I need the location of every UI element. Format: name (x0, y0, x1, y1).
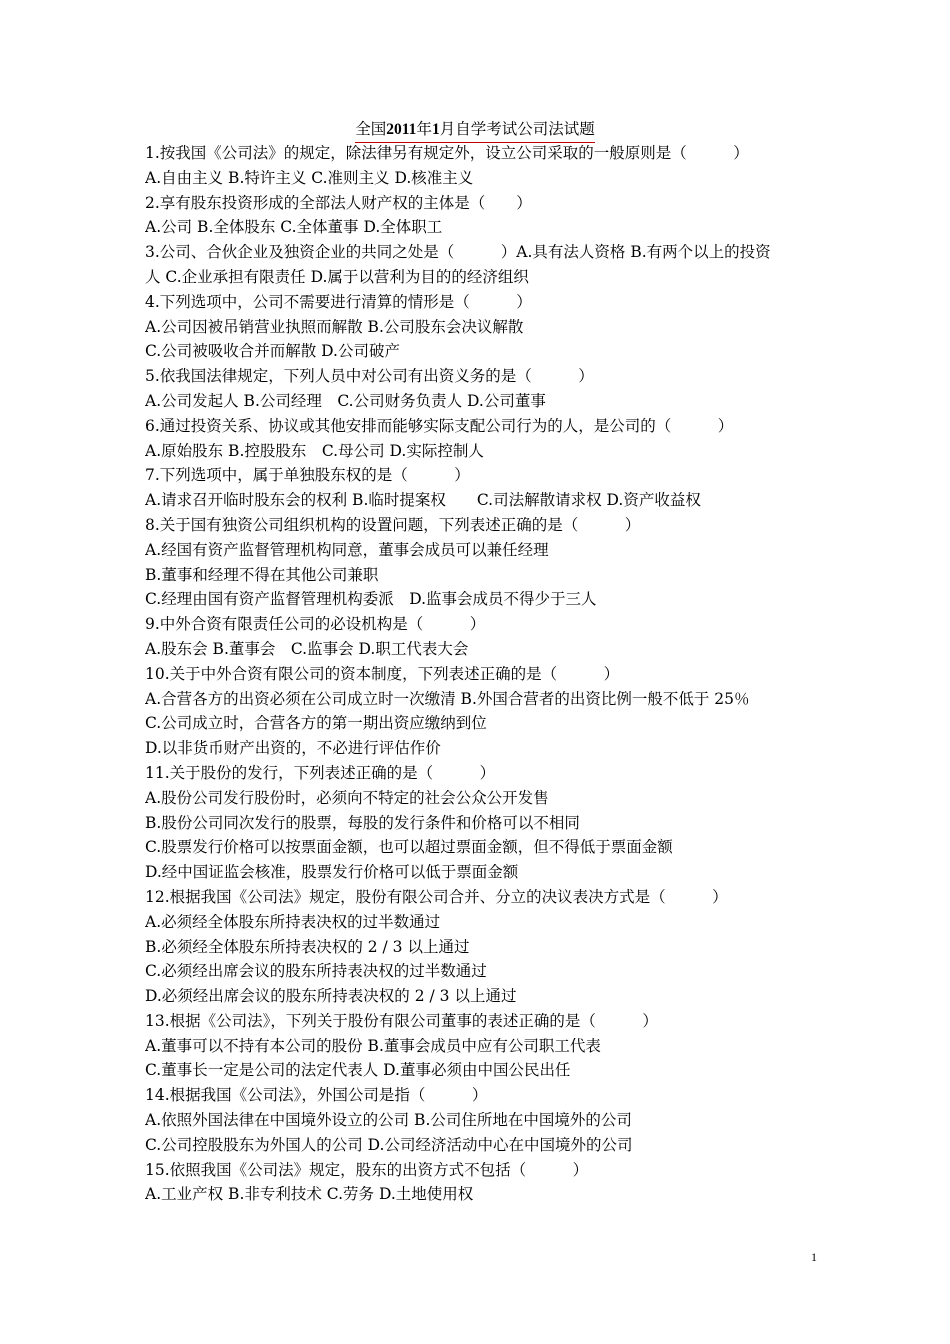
title-underline (355, 117, 594, 143)
text-line: 15.依照我国《公司法》规定，股东的出资方式不包括（ ） (145, 1160, 589, 1179)
text-line: B.董事和经理不得在其他公司兼职 (145, 565, 379, 584)
text-line: C.公司控股股东为外国人的公司 D.公司经济活动中心在中国境外的公司 (145, 1135, 633, 1154)
question-list (145, 141, 815, 1207)
text-line: 11.关于股份的发行，下列表述正确的是（ ） (145, 763, 496, 782)
page-number: 1 (811, 1250, 817, 1264)
title-month: 1 (431, 121, 440, 138)
text-line: A.董事可以不持有本公司的股份 B.董事会成员中应有公司职工代表 (145, 1036, 601, 1055)
text-line: C.董事长一定是公司的法定代表人 D.董事必须由中国公民出任 (145, 1061, 571, 1080)
text-line: 14.根据我国《公司法》，外国公司是指（ ） (145, 1086, 488, 1105)
text-line: 人 C.企业承担有限责任 D.属于以营利为目的的经济组织 (145, 267, 529, 286)
text-line: B.必须经全体股东所持表决权的 2 / 3 以上通过 (145, 937, 470, 956)
text-line: 13.根据《公司法》，下列关于股份有限公司董事的表述正确的是（ ） (145, 1011, 658, 1030)
text-line: 4.下列选项中，公司不需要进行清算的情形是（ ） (145, 292, 532, 311)
text-line: A.经国有资产监督管理机构同意，董事会成员可以兼任经理 (145, 540, 549, 559)
text-line: D.以非货币财产出资的，不必进行评估作价 (145, 739, 441, 758)
text-line: A.合营各方的出资必须在公司成立时一次缴清 B.外国合营者的出资比例一般不低于 25％ (145, 689, 750, 708)
title-part-2: 年 (416, 120, 432, 138)
text-line: 3.公司、合伙企业及独资企业的共同之处是（ ）A.具有法人资格 B.有两个以上的投资 (145, 243, 771, 262)
text-line: 8.关于国有独资公司组织机构的设置问题，下列表述正确的是（ ） (145, 515, 641, 534)
text-line: 6.通过投资关系、协议或其他安排而能够实际支配公司行为的人，是公司的（ ） (145, 416, 734, 435)
text-line: B.股份公司同次发行的股票，每股的发行条件和价格可以不相同 (145, 813, 580, 832)
text-line: A.必须经全体股东所持表决权的过半数通过 (145, 912, 441, 931)
text-line: 12.根据我国《公司法》规定，股份有限公司合并、分立的决议表决方式是（ ） (145, 887, 728, 906)
text-line: 2.享有股东投资形成的全部法人财产权的主体是（ ） (145, 193, 532, 212)
text-line: D.经中国证监会核准，股票发行价格可以低于票面金额 (145, 863, 519, 882)
text-line: A.请求召开临时股东会的权利 B.临时提案权 C.司法解散请求权 D.资产收益权 (145, 491, 701, 510)
text-line: A.公司 B.全体股东 C.全体董事 D.全体职工 (145, 218, 443, 237)
title-year: 2011 (386, 121, 417, 138)
title-part-1: 全国 (355, 120, 387, 138)
text-line: C.经理由国有资产监督管理机构委派 D.监事会成员不得少于三人 (145, 590, 597, 609)
text-line: C.必须经出席会议的股东所持表决权的过半数通过 (145, 962, 487, 981)
text-line: A.自由主义 B.特许主义 C.准则主义 D.核准主义 (145, 168, 474, 187)
text-line: C.公司成立时，合营各方的第一期出资应缴纳到位 (145, 714, 487, 733)
text-line: 1.按我国《公司法》的规定，除法律另有规定外，设立公司采取的一般原则是（ ） (145, 144, 749, 162)
text-line: A.公司因被吊销营业执照而解散 B.公司股东会决议解散 (145, 317, 524, 336)
document-title (0, 117, 950, 143)
text-line: 9.中外合资有限责任公司的必设机构是（ ） (145, 615, 486, 634)
text-line: A.公司发起人 B.公司经理 C.公司财务负责人 D.公司董事 (145, 391, 546, 410)
text-line: A.股份公司发行股份时，必须向不特定的社会公众公开发售 (145, 788, 549, 807)
text-line: A.股东会 B.董事会 C.监事会 D.职工代表大会 (145, 639, 469, 658)
text-line: A.依照外国法律在中国境外设立的公司 B.公司住所地在中国境外的公司 (145, 1111, 632, 1130)
text-line: A.工业产权 B.非专利技术 C.劳务 D.土地使用权 (145, 1185, 474, 1204)
text-line: C.公司被吸收合并而解散 D.公司破产 (145, 342, 400, 361)
text-line: A.原始股东 B.控股股东 C.母公司 D.实际控制人 (145, 441, 484, 460)
text-line: C.股票发行价格可以按票面金额，也可以超过票面金额，但不得低于票面金额 (145, 838, 673, 857)
text-line: 10.关于中外合资有限公司的资本制度，下列表述正确的是（ ） (145, 664, 620, 683)
text-line: 7.下列选项中，属于单独股东权的是（ ） (145, 466, 470, 485)
title-part-3: 月自学考试公司法试题 (439, 120, 595, 138)
text-line: D.必须经出席会议的股东所持表决权的 2 / 3 以上通过 (145, 987, 517, 1006)
text-line: 5.依我国法律规定，下列人员中对公司有出资义务的是（ ） (145, 367, 594, 386)
